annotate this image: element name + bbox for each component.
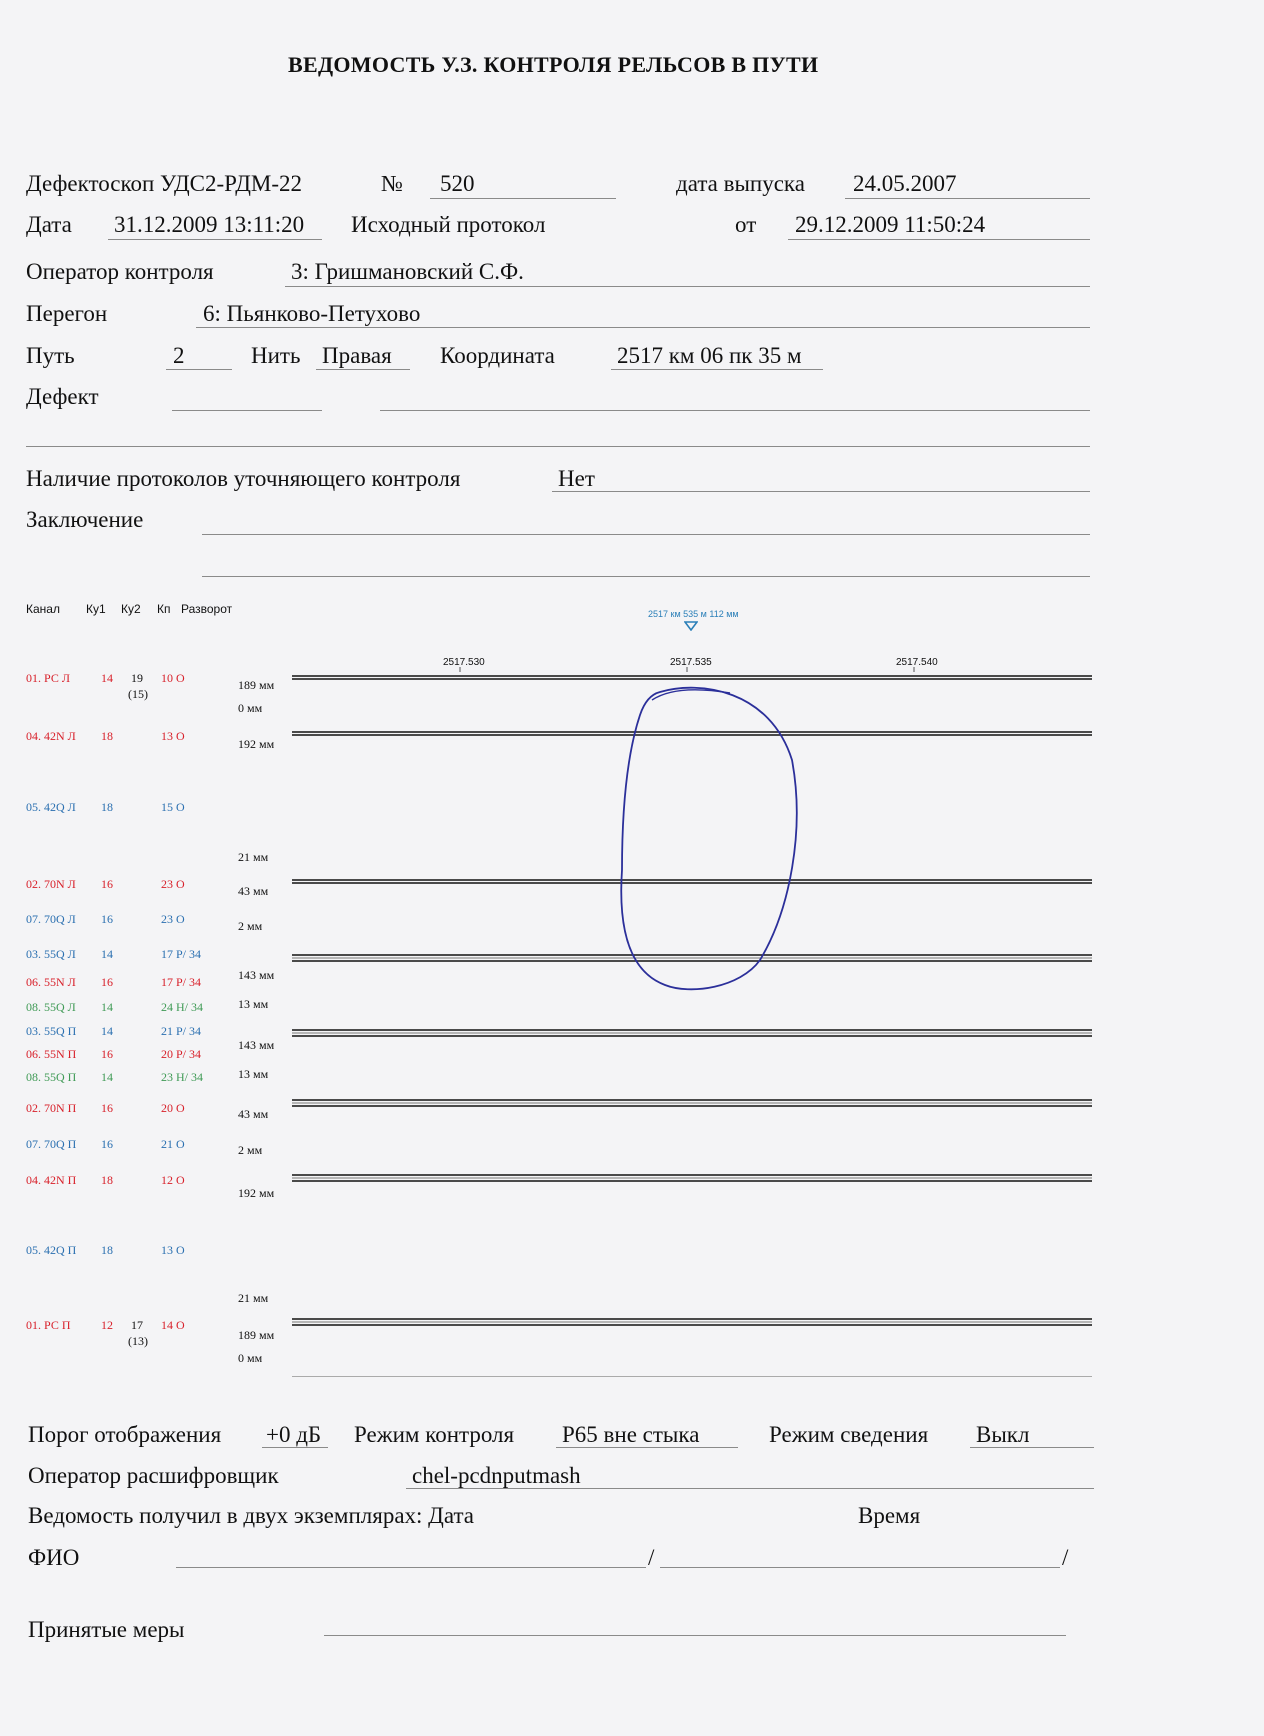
depth-label: 2 мм bbox=[238, 1143, 263, 1157]
fio-slash-1: / bbox=[648, 1545, 655, 1570]
col-ku1: Ку1 bbox=[86, 602, 106, 616]
depth-label: 0 мм bbox=[238, 701, 263, 715]
col-ku2: Ку2 bbox=[121, 602, 141, 616]
stretch-value: 6: Пьянково-Петухово bbox=[203, 301, 421, 326]
threshold-value: +0 дБ bbox=[266, 1422, 322, 1447]
release-value: 24.05.2007 bbox=[853, 171, 957, 196]
depth-label: 192 мм bbox=[238, 1186, 275, 1200]
channel-kp: 23 Н/ 34 bbox=[161, 1070, 203, 1084]
mode-underline bbox=[556, 1447, 738, 1448]
channel-ku2: 19 bbox=[131, 671, 143, 685]
channel-name: 07. 70Q П bbox=[26, 1137, 77, 1151]
coord-label: Координата bbox=[440, 343, 555, 368]
measures-underline bbox=[324, 1635, 1066, 1636]
x-tick-2: 2517.535 bbox=[670, 657, 712, 668]
track-value: 2 bbox=[173, 343, 185, 368]
channel-kp: 17 Р/ 34 bbox=[161, 947, 202, 961]
channel-kp: 24 Н/ 34 bbox=[161, 1000, 203, 1014]
channel-name: 06. 55N Л bbox=[26, 975, 76, 989]
merge-value: Выкл bbox=[976, 1422, 1030, 1447]
received-label: Ведомость получил в двух экземплярах: Дата bbox=[28, 1503, 475, 1528]
merge-underline bbox=[970, 1447, 1094, 1448]
channel-ku1: 14 bbox=[101, 671, 113, 685]
channel-kp: 23 О bbox=[161, 912, 185, 926]
depth-label: 189 мм bbox=[238, 1328, 275, 1342]
threshold-underline bbox=[262, 1447, 328, 1448]
defect-label: Дефект bbox=[26, 384, 99, 409]
x-tick-3: 2517.540 bbox=[896, 657, 938, 668]
source-protocol-label: Исходный протокол bbox=[351, 212, 546, 237]
release-label: дата выпуска bbox=[676, 171, 805, 196]
channel-ku2-sub: (15) bbox=[128, 687, 148, 701]
channel-ku2: 17 bbox=[131, 1318, 143, 1332]
date-label: Дата bbox=[26, 212, 72, 237]
col-channel: Канал bbox=[26, 602, 60, 616]
channel-name: 04. 42N Л bbox=[26, 729, 76, 743]
number-label: № bbox=[381, 171, 403, 196]
depth-label: 43 мм bbox=[238, 1107, 269, 1121]
date-value: 31.12.2009 13:11:20 bbox=[114, 212, 305, 237]
conclusion-label: Заключение bbox=[26, 507, 144, 532]
depth-label: 43 мм bbox=[238, 884, 269, 898]
operator-value: 3: Гришмановский С.Ф. bbox=[291, 259, 524, 284]
channel-ku1: 18 bbox=[101, 729, 113, 743]
channel-name: 01. РС Л bbox=[26, 671, 70, 685]
measures-label: Принятые меры bbox=[28, 1617, 185, 1642]
channel-kp: 23 О bbox=[161, 877, 185, 891]
channel-ku1: 16 bbox=[101, 975, 113, 989]
page-title: ВЕДОМОСТЬ У.З. КОНТРОЛЯ РЕЛЬСОВ В ПУТИ bbox=[288, 52, 819, 77]
channel-ku1: 18 bbox=[101, 800, 113, 814]
channel-name: 01. РС П bbox=[26, 1318, 71, 1332]
channel-kp: 13 О bbox=[161, 729, 185, 743]
fio-underline-1 bbox=[176, 1567, 646, 1568]
time-label: Время bbox=[858, 1503, 921, 1528]
from-label: от bbox=[735, 212, 757, 237]
depth-label: 143 мм bbox=[238, 968, 275, 982]
fio-underline-2 bbox=[660, 1567, 1060, 1568]
depth-label: 21 мм bbox=[238, 1291, 269, 1305]
channel-ku1: 14 bbox=[101, 947, 113, 961]
channel-ku2-sub: (13) bbox=[128, 1334, 148, 1348]
depth-label: 192 мм bbox=[238, 737, 275, 751]
channel-name: 02. 70N П bbox=[26, 1101, 77, 1115]
from-value: 29.12.2009 11:50:24 bbox=[795, 212, 986, 237]
decoder-label: Оператор расшифровщик bbox=[28, 1463, 279, 1488]
depth-label: 189 мм bbox=[238, 678, 275, 692]
threshold-label: Порог отображения bbox=[28, 1422, 222, 1447]
rail-value: Правая bbox=[322, 343, 392, 368]
fio-label: ФИО bbox=[28, 1545, 80, 1570]
channel-kp: 21 О bbox=[161, 1137, 185, 1151]
channel-name: 02. 70N Л bbox=[26, 877, 76, 891]
channel-ku1: 16 bbox=[101, 1137, 113, 1151]
track-label: Путь bbox=[26, 343, 75, 368]
channel-ku1: 18 bbox=[101, 1243, 113, 1257]
col-kp: Кп bbox=[157, 602, 171, 616]
channel-name: 05. 42Q П bbox=[26, 1243, 77, 1257]
depth-label: 13 мм bbox=[238, 997, 269, 1011]
channel-ku1: 16 bbox=[101, 877, 113, 891]
channel-name: 05. 42Q Л bbox=[26, 800, 76, 814]
col-razvorot: Разворот bbox=[181, 602, 233, 616]
channel-name: 03. 55Q П bbox=[26, 1024, 77, 1038]
chart-bottom-line bbox=[292, 1376, 1092, 1377]
merge-label: Режим сведения bbox=[769, 1422, 929, 1447]
coord-value: 2517 км 06 пк 35 м bbox=[617, 343, 802, 368]
channel-ku1: 12 bbox=[101, 1318, 113, 1332]
depth-label: 21 мм bbox=[238, 850, 269, 864]
protocols-label: Наличие протоколов уточняющего контроля bbox=[26, 466, 461, 491]
channel-name: 08. 55Q П bbox=[26, 1070, 77, 1084]
rail-label: Нить bbox=[251, 343, 301, 368]
mode-label: Режим контроля bbox=[354, 1422, 515, 1447]
channel-ku1: 14 bbox=[101, 1000, 113, 1014]
channel-kp: 13 О bbox=[161, 1243, 185, 1257]
channel-kp: 12 О bbox=[161, 1173, 185, 1187]
depth-label: 2 мм bbox=[238, 919, 263, 933]
channel-name: 03. 55Q Л bbox=[26, 947, 76, 961]
mode-value: Р65 вне стыка bbox=[562, 1422, 700, 1447]
depth-label: 13 мм bbox=[238, 1067, 269, 1081]
channel-name: 04. 42N П bbox=[26, 1173, 77, 1187]
channel-kp: 10 О bbox=[161, 671, 185, 685]
operator-label: Оператор контроля bbox=[26, 259, 214, 284]
protocols-value: Нет bbox=[558, 466, 595, 491]
channel-name: 06. 55N П bbox=[26, 1047, 77, 1061]
x-tick-1: 2517.530 bbox=[443, 657, 485, 668]
channel-kp: 15 О bbox=[161, 800, 185, 814]
channel-ku1: 18 bbox=[101, 1173, 113, 1187]
channel-kp: 14 О bbox=[161, 1318, 185, 1332]
channel-kp: 20 О bbox=[161, 1101, 185, 1115]
number-value: 520 bbox=[440, 171, 475, 196]
channel-kp: 17 Р/ 34 bbox=[161, 975, 202, 989]
depth-label: 143 мм bbox=[238, 1038, 275, 1052]
depth-label: 0 мм bbox=[238, 1351, 263, 1365]
stretch-label: Перегон bbox=[26, 301, 108, 326]
detector-label: Дефектоскоп УДС2-РДМ-22 bbox=[26, 171, 303, 196]
channel-kp: 21 Р/ 34 bbox=[161, 1024, 202, 1038]
decoder-underline bbox=[406, 1488, 1094, 1489]
channel-name: 08. 55Q Л bbox=[26, 1000, 76, 1014]
pen-ellipse bbox=[621, 688, 796, 990]
channel-ku1: 16 bbox=[101, 1101, 113, 1115]
fio-slash-2: / bbox=[1062, 1545, 1069, 1570]
channel-ku1: 16 bbox=[101, 1047, 113, 1061]
channel-ku1: 16 bbox=[101, 912, 113, 926]
channel-kp: 20 Р/ 34 bbox=[161, 1047, 202, 1061]
channel-ku1: 14 bbox=[101, 1070, 113, 1084]
channel-ku1: 14 bbox=[101, 1024, 113, 1038]
position-marker-label: 2517 км 535 м 112 мм bbox=[648, 609, 739, 619]
channel-name: 07. 70Q Л bbox=[26, 912, 76, 926]
decoder-value: chel-pcdnputmash bbox=[412, 1463, 581, 1488]
